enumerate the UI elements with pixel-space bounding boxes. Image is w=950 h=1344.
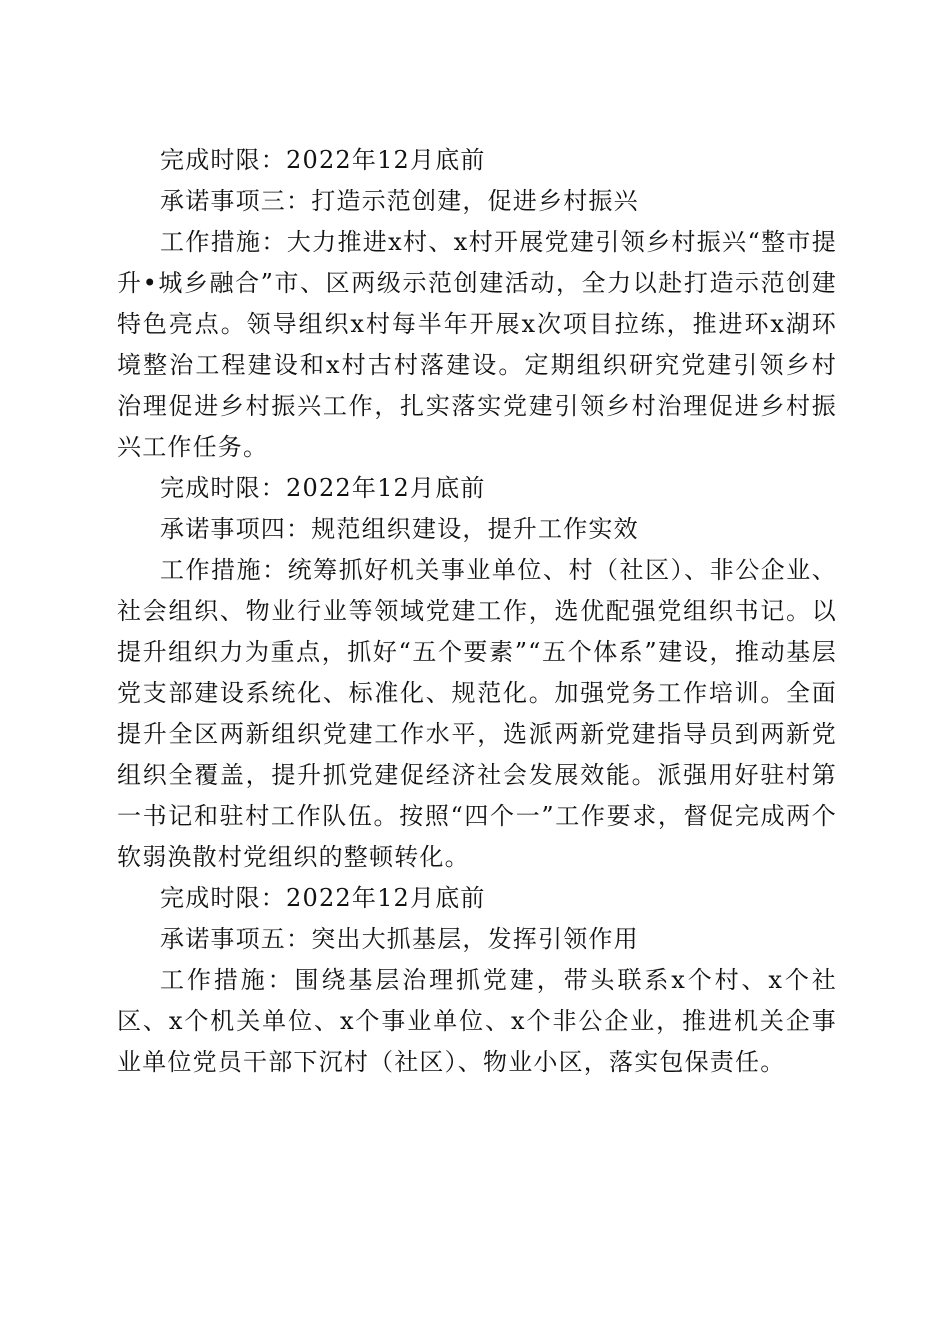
deadline-line-2: 完成时限：2022年12月底前 bbox=[160, 474, 486, 502]
measures-paragraph-5: 工作措施：围绕基层治理抓党建，带头联系x个村、x个社区、x个机关单位、x个事业单位、x个非公企业，推进机关企事业单位党员干部下沉村（社区）、物业小区，落实包保责任。 bbox=[117, 966, 837, 1076]
deadline-line-3: 完成时限：2022年12月底前 bbox=[160, 884, 486, 912]
deadline-line-1: 完成时限：2022年12月底前 bbox=[160, 146, 486, 174]
measures-paragraph-4: 工作措施：统筹抓好机关事业单位、村（社区）、非公企业、社会组织、物业行业等领域党建工作，选优配强党组织书记。以提升组织力为重点，抓好“五个要素”“五个体系”建设，推动基层党支部建设系统化、标准化、规范化。加强党务工作培训。全面提升全区两新组织党建工作水平，选派两新党建指导员到两新党组织全覆盖，提升抓党建促经济社会发展效能。派强用好驻村第一书记和驻村工作队伍。按照“四个一”工作要求，督促完成两个软弱涣散村党组织的整顿转化。 bbox=[117, 556, 837, 871]
commitment-heading-3: 承诺事项三：打造示范创建，促进乡村振兴 bbox=[160, 187, 639, 215]
commitment-heading-4: 承诺事项四：规范组织建设，提升工作实效 bbox=[160, 515, 639, 543]
commitment-heading-5: 承诺事项五：突出大抓基层，发挥引领作用 bbox=[160, 925, 639, 953]
measures-paragraph-3: 工作措施：大力推进x村、x村开展党建引领乡村振兴“整市提升•城乡融合”市、区两级示范创建活动，全力以赴打造示范创建特色亮点。领导组织x村每半年开展x次项目拉练，推进环x湖环境整治工程建设和x村古村落建设。定期组织研究党建引领乡村治理促进乡村振兴工作，扎实落实党建引领乡村治理促进乡村振兴工作任务。 bbox=[117, 228, 837, 461]
document-body bbox=[117, 140, 837, 1083]
